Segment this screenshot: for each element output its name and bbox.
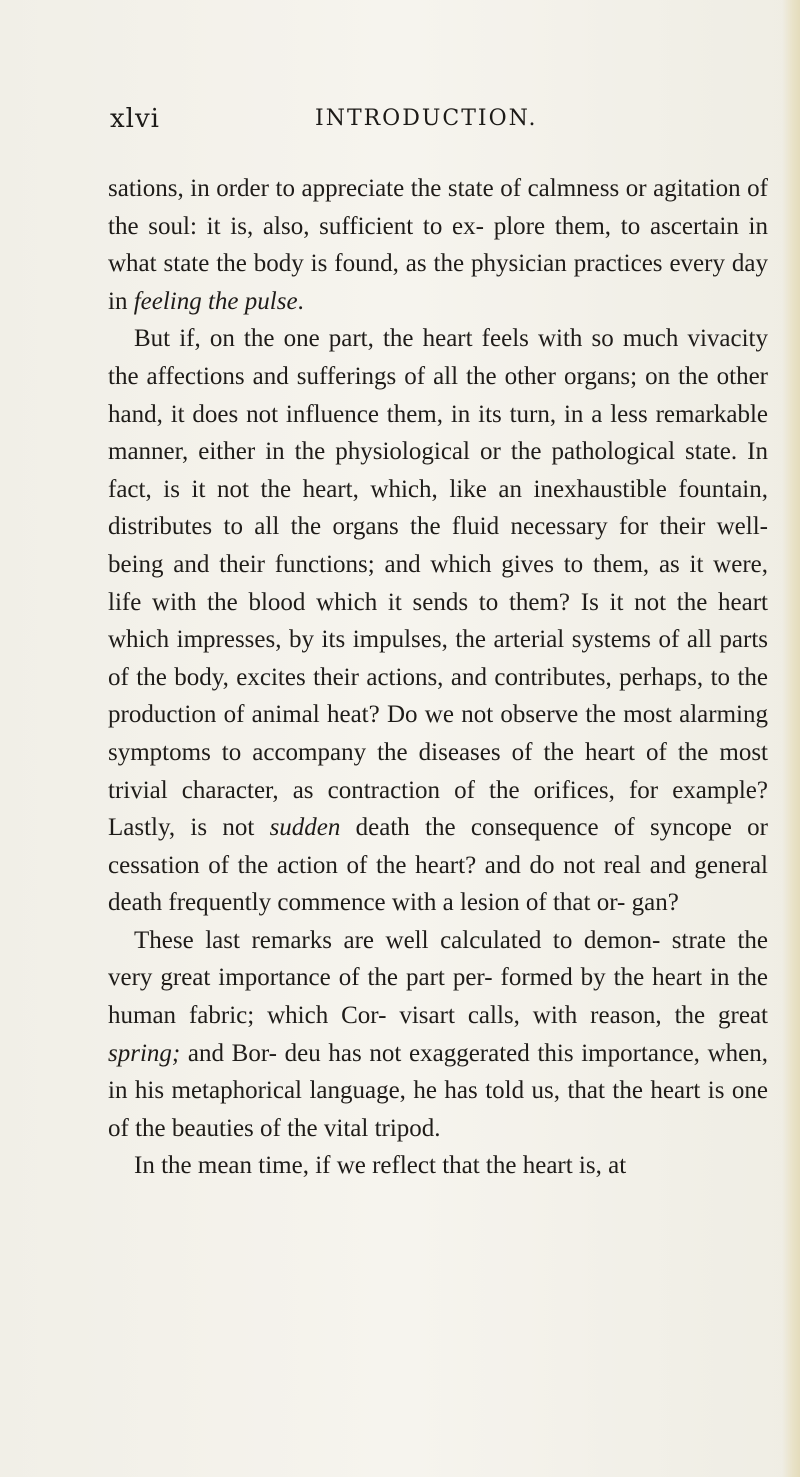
italic-word: spring;	[108, 1039, 181, 1067]
page-edge-shadow	[782, 0, 800, 1477]
body-text	[108, 170, 768, 1185]
paragraph-2	[108, 320, 768, 922]
text-segment: These last remarks are well calculated to demon- strate the very great importance of the part per- formed by the heart in the human fabric; which Cor- visart calls, with reason, the great	[108, 926, 768, 1030]
paragraph-4	[108, 1147, 768, 1185]
page-header	[110, 104, 730, 144]
text-segment: and Bor- deu has not exaggerated this importance, when, in his metaphorical language, he has told us, that the heart is one of the beauties of the vital tripod.	[108, 1039, 768, 1142]
italic-phrase: feeling the pulse	[133, 287, 298, 315]
paragraph-1	[108, 170, 768, 320]
text-segment: In the mean time, if we reflect that the heart is, at	[134, 1152, 627, 1180]
text-segment: sations, in order to appreciate the state of calmness or agitation of the soul: it is, also, sufficient to ex- plore them, to ascertain in what state the body is found, as the physician practices every day in	[108, 175, 768, 315]
paragraph-3	[108, 922, 768, 1148]
text-segment: But if, on the one part, the heart feels with so much vivacity the affections and sufferings of all the other organs; on the other hand, it does not influence them, in its turn, in a less remarkable manner, either in the physiological or the pathological state. In fact, is it not the heart, which, like an inexhaustible fountain, distributes to all the organs the fluid necessary for their well-being and their functions; and which gives to them, as it were, life with the blood which it sends to them? Is it not the heart which impresses, by its impulses, the arterial systems of all parts of the body, excites their actions, and contributes, perhaps, to the production of animal heat? Do we not observe the most alarming symptoms to accompany the diseases of the heart of the most trivial character, as contraction of the orifices, for example? Lastly, is not	[108, 325, 768, 842]
text-segment: death the consequence of syncope or cessation of the action of the heart? and do not real and general death frequently commence with a lesion of that or- gan?	[108, 814, 768, 917]
italic-word: sudden	[269, 814, 341, 842]
page-number: xlvi	[110, 104, 160, 134]
text-segment: .	[297, 287, 304, 315]
running-head: INTRODUCTION.	[315, 106, 538, 131]
